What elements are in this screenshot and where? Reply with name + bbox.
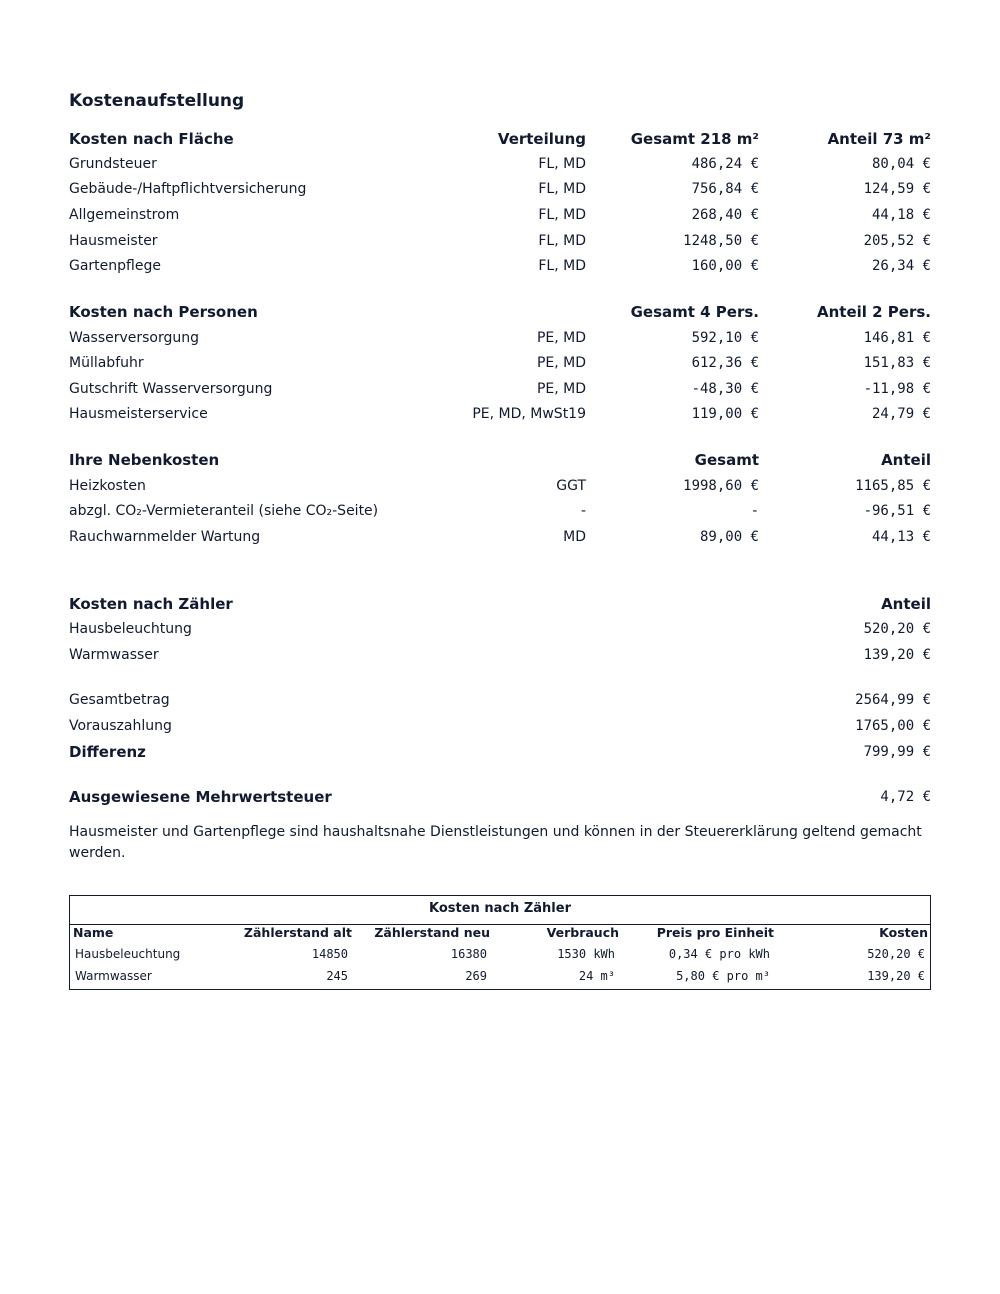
- meter-header-share: Anteil: [881, 595, 931, 613]
- row-total: 89,00 €: [699, 529, 759, 545]
- col-name: Name: [73, 925, 114, 940]
- row-total: 486,24 €: [691, 156, 759, 172]
- table-row: [69, 378, 931, 400]
- cell-new: 269: [465, 969, 487, 983]
- row-label: Grundsteuer: [69, 156, 157, 172]
- row-label: Gutschrift Wasserversorgung: [69, 381, 273, 397]
- table-row: [69, 475, 931, 497]
- table-row: [69, 644, 931, 666]
- summary-diff-row: [69, 741, 931, 763]
- row-share: 24,79 €: [871, 406, 931, 422]
- row-share: 139,20 €: [863, 647, 931, 663]
- row-label: Rauchwarnmelder Wartung: [69, 529, 261, 545]
- cell-old: 245: [326, 969, 348, 983]
- table-row: [69, 352, 931, 374]
- row-label: Allgemeinstrom: [69, 207, 180, 223]
- persons-header-total: Gesamt 4 Pers.: [630, 303, 759, 321]
- row-share: 26,34 €: [871, 258, 931, 274]
- tax-note: Hausmeister und Gartenpflege sind haushaltsnahe Dienstleistungen und können in der Steuererklärung geltend gemacht werden.: [69, 824, 922, 861]
- table-row: [69, 230, 931, 252]
- vat-label: Ausgewiesene Mehrwertsteuer: [69, 788, 332, 806]
- meter-header-row: [69, 593, 931, 615]
- row-dist: GGT: [556, 478, 586, 494]
- row-total: 1998,60 €: [683, 478, 759, 494]
- row-label: Wasserversorgung: [69, 330, 200, 346]
- row-dist: PE, MD: [536, 355, 586, 371]
- cell-price: 5,80 € pro m³: [676, 969, 770, 983]
- persons-header-share: Anteil 2 Pers.: [817, 303, 931, 321]
- ancillary-header-label: Ihre Nebenkosten: [69, 451, 220, 469]
- row-dist: FL, MD: [538, 233, 586, 249]
- row-label: Heizkosten: [69, 478, 146, 494]
- table-row: [69, 204, 931, 226]
- table-row: [69, 500, 931, 522]
- summary-diff-label: Differenz: [69, 743, 146, 761]
- row-label: Hausmeisterservice: [69, 406, 208, 422]
- summary-total-label: Gesamtbetrag: [69, 692, 170, 708]
- vat-row: [69, 786, 931, 808]
- table-row: [69, 403, 931, 425]
- ancillary-header-total: Gesamt: [694, 451, 759, 469]
- row-label: Gebäude-/Haftpflichtversicherung: [69, 181, 307, 197]
- meter-table: [69, 895, 931, 990]
- table-row: [70, 944, 930, 964]
- cell-name: Warmwasser: [75, 969, 152, 983]
- summary-prepay-label: Vorauszahlung: [69, 718, 172, 734]
- row-total: 160,00 €: [691, 258, 759, 274]
- row-dist: FL, MD: [538, 258, 586, 274]
- table-row: [69, 618, 931, 640]
- row-share: 151,83 €: [863, 355, 931, 371]
- row-dist: PE, MD: [536, 330, 586, 346]
- row-total: 756,84 €: [691, 181, 759, 197]
- row-label: abzgl. CO₂-Vermieteranteil (siehe CO₂-Seite): [69, 503, 379, 519]
- cell-name: Hausbeleuchtung: [75, 947, 181, 961]
- col-usage: Verbrauch: [546, 925, 619, 940]
- cell-price: 0,34 € pro kWh: [668, 947, 770, 961]
- area-header-dist: Verteilung: [497, 130, 586, 148]
- ancillary-header-share: Anteil: [881, 451, 931, 469]
- row-share: 520,20 €: [863, 621, 931, 637]
- area-header-share: Anteil 73 m²: [827, 130, 931, 148]
- col-price: Preis pro Einheit: [656, 925, 774, 940]
- area-header-total: Gesamt 218 m²: [630, 130, 759, 148]
- summary-total-row: [69, 689, 931, 711]
- row-dist: PE, MD, MwSt19: [472, 406, 586, 422]
- row-share: 205,52 €: [863, 233, 931, 249]
- row-total: 119,00 €: [691, 406, 759, 422]
- vat-value: 4,72 €: [880, 789, 931, 805]
- table-row: [69, 153, 931, 175]
- row-share: -11,98 €: [863, 381, 931, 397]
- row-total: 592,10 €: [691, 330, 759, 346]
- row-total: 268,40 €: [691, 207, 759, 223]
- row-label: Hausbeleuchtung: [69, 621, 192, 637]
- meter-table-title: Kosten nach Zähler: [429, 901, 571, 916]
- row-label: Hausmeister: [69, 233, 158, 249]
- summary-prepay-row: [69, 715, 931, 737]
- persons-header-label: Kosten nach Personen: [69, 303, 258, 321]
- row-share: 124,59 €: [863, 181, 931, 197]
- col-old: Zählerstand alt: [243, 925, 352, 940]
- col-cost: Kosten: [879, 925, 928, 940]
- row-dist: FL, MD: [538, 156, 586, 172]
- cell-usage: 24 m³: [578, 969, 615, 983]
- row-label: Warmwasser: [69, 647, 159, 663]
- row-dist: PE, MD: [536, 381, 586, 397]
- row-total: 1248,50 €: [683, 233, 759, 249]
- cell-new: 16380: [450, 947, 487, 961]
- row-share: 1165,85 €: [855, 478, 931, 494]
- table-row: [70, 966, 930, 986]
- row-total: 612,36 €: [691, 355, 759, 371]
- cell-cost: 139,20 €: [867, 969, 925, 983]
- row-share: -96,51 €: [863, 503, 931, 519]
- table-row: [69, 327, 931, 349]
- summary-diff-value: 799,99 €: [863, 744, 931, 760]
- row-dist: -: [580, 503, 586, 519]
- col-new: Zählerstand neu: [374, 925, 490, 940]
- ancillary-header-row: [69, 449, 931, 471]
- summary-prepay-value: 1765,00 €: [855, 718, 931, 734]
- cell-usage: 1530 kWh: [557, 947, 615, 961]
- persons-header-row: [69, 301, 931, 323]
- row-dist: MD: [563, 529, 586, 545]
- row-total: -: [750, 503, 759, 519]
- row-label: Müllabfuhr: [69, 355, 144, 371]
- summary-total-value: 2564,99 €: [855, 692, 931, 708]
- row-dist: FL, MD: [538, 181, 586, 197]
- row-share: 44,18 €: [871, 207, 931, 223]
- table-row: [69, 178, 931, 200]
- row-total: -48,30 €: [691, 381, 759, 397]
- row-share: 146,81 €: [863, 330, 931, 346]
- cell-old: 14850: [311, 947, 348, 961]
- table-row: [69, 526, 931, 548]
- cell-cost: 520,20 €: [867, 947, 925, 961]
- row-share: 44,13 €: [871, 529, 931, 545]
- page-title: Kostenaufstellung: [69, 91, 245, 111]
- area-header-row: [69, 128, 931, 150]
- area-header-label: Kosten nach Fläche: [69, 130, 234, 148]
- row-label: Gartenpflege: [69, 258, 161, 274]
- table-row: [69, 255, 931, 277]
- row-share: 80,04 €: [871, 156, 931, 172]
- meter-table-header: [70, 923, 930, 943]
- row-dist: FL, MD: [538, 207, 586, 223]
- meter-header-label: Kosten nach Zähler: [69, 595, 233, 613]
